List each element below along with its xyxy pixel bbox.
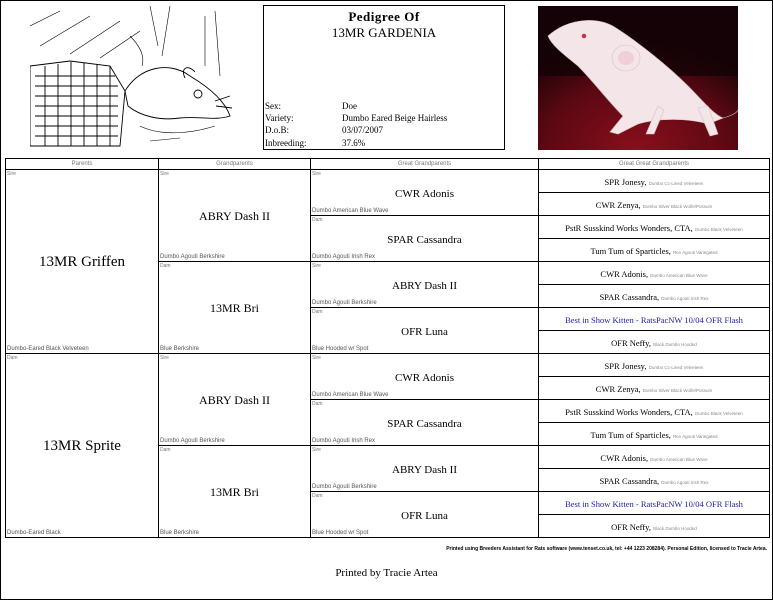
parent-name: 13MR Griffen [39, 253, 125, 270]
grandparent-cell: Dam 13MR Bri Blue Berkshire [159, 446, 311, 538]
info-row-dob: D.o.B: 03/07/2007 [265, 125, 384, 136]
great-grandparent-cell: Sire ABRY Dash II Dumbo Agouti Berkshire [311, 446, 539, 492]
great-grandparent-cell: Sire ABRY Dash II Dumbo Agouti Berkshire [311, 262, 539, 308]
great-great-grandparent-cell: CWR Zenya, Dumbo Silver Black Wolfe/Possum [539, 193, 770, 216]
great-great-grandparent-cell: SPR Jonesy, Dumbo Cc-Lined Velveteen [539, 354, 770, 377]
great-grandparent-cell: Dam OFR Luna Blue Hooded w/ Spot [311, 308, 539, 354]
grandparent-cell: Sire ABRY Dash II Dumbo Agouti Berkshire [159, 354, 311, 446]
great-grandparent-name: SPAR Cassandra [387, 233, 462, 246]
great-grandparent-name: CWR Adonis [395, 187, 454, 200]
grandparent-name: 13MR Bri [209, 300, 259, 315]
great-great-grandparent-cell: Best in Show Kitten - RatsPacNW 10/04 OFR Flash [539, 308, 770, 331]
grandparent-name: ABRY Dash II [199, 208, 270, 223]
great-grandparent-name: OFR Luna [401, 509, 448, 522]
great-great-grandparent-cell: CWR Adonis, Dumbo American Blue Wave [539, 262, 770, 285]
animal-name: 13MR GARDENIA [331, 25, 437, 40]
parent-cell-sire: Sire 13MR Griffen Dumbo-Eared Black Velveteen [6, 170, 159, 354]
animal-info [265, 100, 447, 149]
pedigree-heading: Pedigree Of [348, 9, 420, 24]
great-great-grandparent-cell: PstR Susskind Works Wonders, CTA, Dumbo Black Velveteen [539, 400, 770, 423]
grandparent-name: ABRY Dash II [199, 392, 270, 407]
grandparent-cell: Dam 13MR Bri Blue Berkshire [159, 262, 311, 354]
great-great-grandparent-cell: OFR Neffy, Black Dumbo Hooded [539, 515, 770, 538]
info-row-variety: Variety: Dumbo Eared Beige Hairless [265, 113, 448, 124]
title-box [263, 5, 505, 150]
header-row [6, 159, 770, 170]
great-grandparent-name: ABRY Dash II [392, 463, 457, 476]
great-great-grandparent-cell: CWR Zenya, Dumbo Silver Black Wolfe/Possum [539, 377, 770, 400]
great-great-grandparent-cell: Tum Tum of Sparticles, Rex Agouti Variegated [539, 239, 770, 262]
great-great-grandparent-cell: Tum Tum of Sparticles, Rex Agouti Variegated [539, 423, 770, 446]
great-grandparent-cell: Dam SPAR Cassandra Dumbo Agouti Irish Rex [311, 400, 539, 446]
great-grandparent-name: SPAR Cassandra [387, 417, 462, 430]
grandparent-cell: Sire ABRY Dash II Dumbo Agouti Berkshire [159, 170, 311, 262]
great-great-grandparent-cell: SPR Jonesy, Dumbo Cc-Lined Velveteen [539, 170, 770, 193]
great-great-grandparent-cell: SPAR Cassandra, Dumbo Agouti Irish Rex [539, 285, 770, 308]
printed-by: Printed by Tracie Artea [335, 567, 438, 579]
great-grandparent-cell: Sire CWR Adonis Dumbo American Blue Wave [311, 170, 539, 216]
pedigree-table [5, 158, 770, 538]
rat-photo [538, 6, 738, 150]
parent-cell-dam: Dam 13MR Sprite Dumbo-Eared Black [6, 354, 159, 538]
great-great-grandparent-cell: Best in Show Kitten - RatsPacNW 10/04 OFR Flash [539, 492, 770, 515]
header-parents: Parents [6, 159, 159, 170]
great-great-grandparent-cell: SPAR Cassandra, Dumbo Agouti Irish Rex [539, 469, 770, 492]
great-grandparent-name: OFR Luna [401, 325, 448, 338]
great-great-grandparent-cell: PstR Susskind Works Wonders, CTA, Dumbo Black Velveteen [539, 216, 770, 239]
parent-name: 13MR Sprite [43, 437, 121, 454]
info-row-inbreeding: Inbreeding: 37.6% [265, 137, 366, 148]
great-grandparent-cell: Dam OFR Luna Blue Hooded w/ Spot [311, 492, 539, 538]
great-great-grandparent-cell: OFR Neffy, Black Dumbo Hooded [539, 331, 770, 354]
great-great-grandparent-cell: CWR Adonis, Dumbo American Blue Wave [539, 446, 770, 469]
great-grandparent-cell: Sire CWR Adonis Dumbo American Blue Wave [311, 354, 539, 400]
great-grandparent-name: ABRY Dash II [392, 279, 457, 292]
software-footnote: Printed using Breeders Assistant for Rats software (www.tenset.co.uk, tel: +44 1223 208284). Personal Edition, licensed to Tracie Artea. [446, 546, 767, 552]
header-great-great-grandparents: Great Great Grandparents [539, 159, 770, 170]
rat-sketch-logo [30, 6, 234, 150]
great-grandparent-name: CWR Adonis [395, 371, 454, 384]
header-grandparents: Grandparents [159, 159, 311, 170]
info-row-sex: Sex: Doe [265, 101, 357, 111]
header-great-grandparents: Great Grandparents [311, 159, 539, 170]
grandparent-name: 13MR Bri [209, 484, 259, 499]
great-grandparent-cell: Dam SPAR Cassandra Dumbo Agouti Irish Rex [311, 216, 539, 262]
